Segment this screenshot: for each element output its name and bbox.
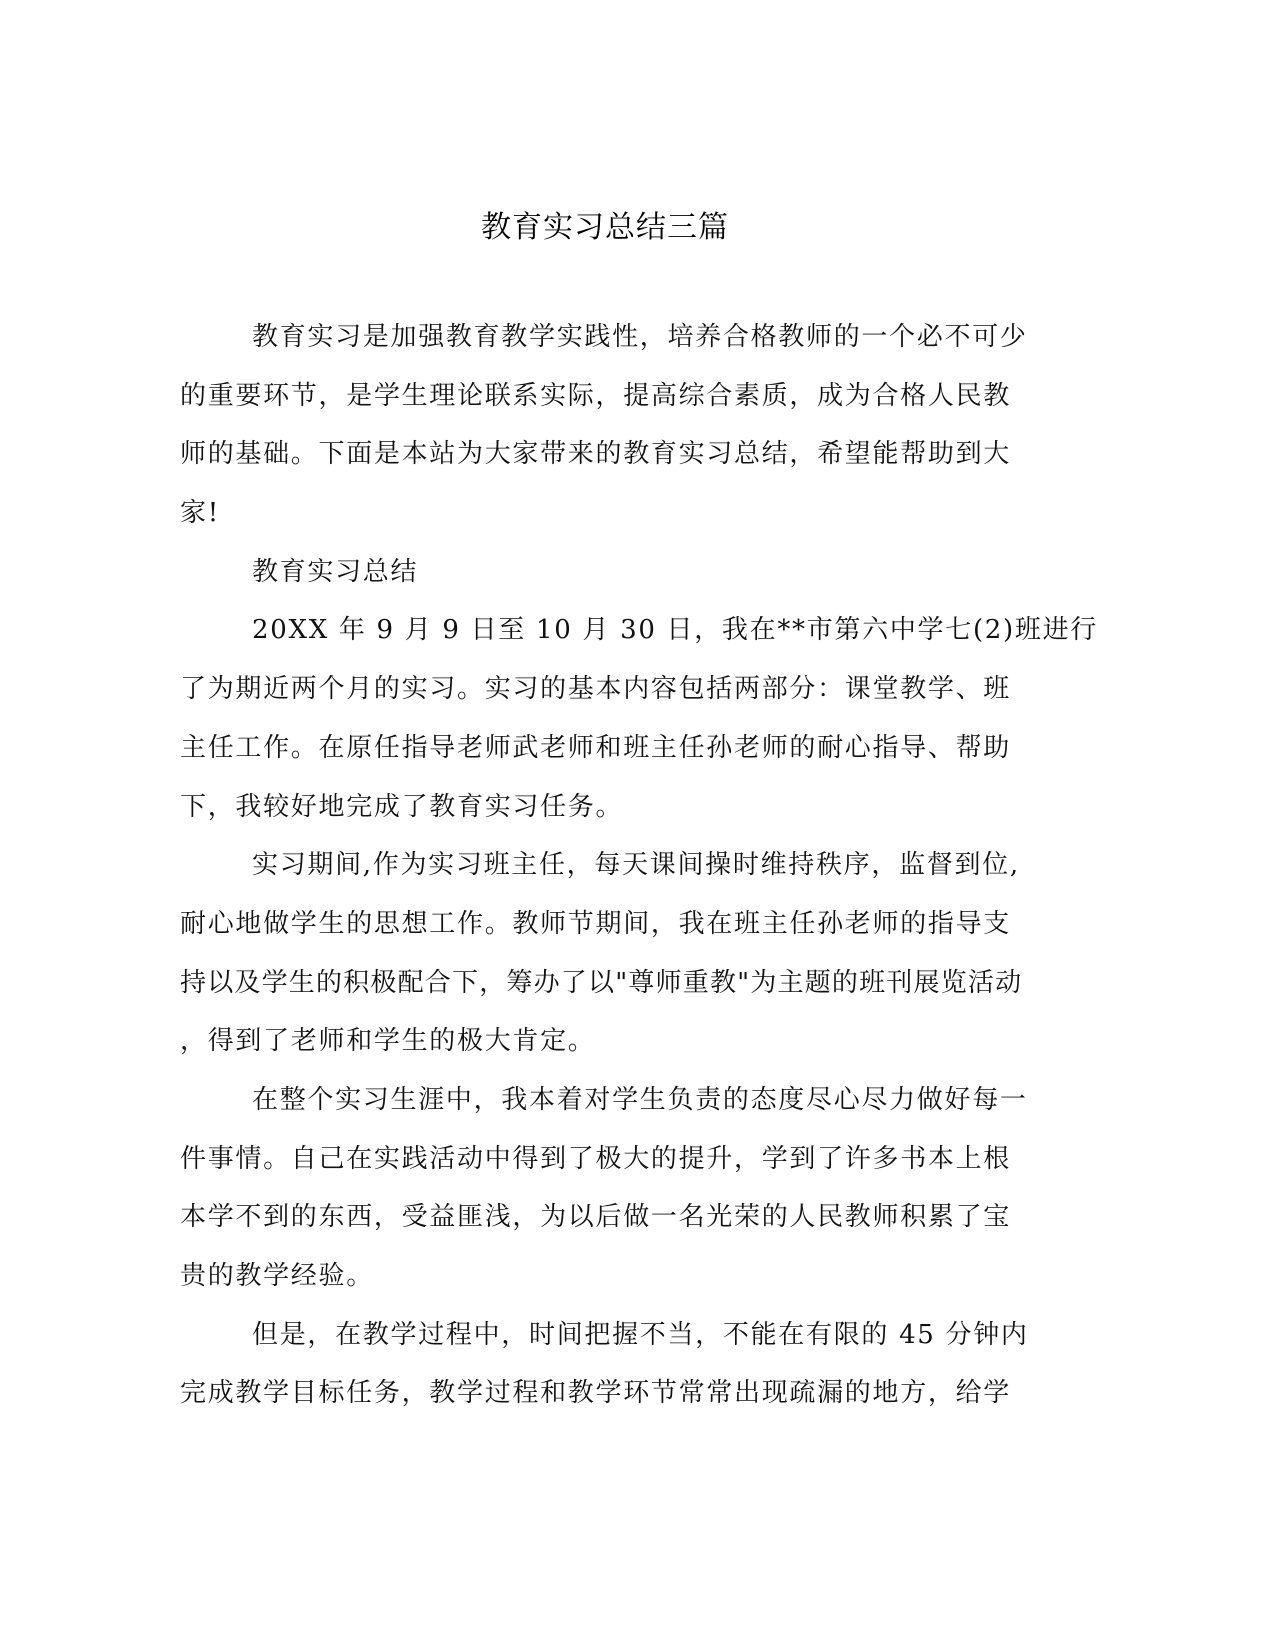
text-line: 主任工作。在原任指导老师武老师和班主任孙老师的耐心指导、帮助 [180,732,1012,763]
text-line: 本学不到的东西，受益匪浅，为以后做一名光荣的人民教师积累了宝 [180,1202,1012,1233]
text-line: 师的基础。下面是本站为大家带来的教育实习总结，希望能帮助到大 [180,439,1012,470]
text-line: 了为期近两个月的实习。实习的基本内容包括两部分：课堂教学、班 [180,674,1012,705]
text-line: 在整个实习生涯中，我本着对学生负责的态度尽心尽力做好每一 [252,1084,1028,1115]
text-line: 贵的教学经验。 [180,1261,374,1291]
document-title: 教育实习总结三篇 [481,210,729,245]
text-line: 件事情。自己在实践活动中得到了极大的提升，学到了许多书本上根 [180,1143,1012,1174]
text-line: 20XX 年 9 月 9 日至 10 月 30 日，我在**市第六中学七(2)班进行 [252,615,1098,646]
text-line: 但是，在教学过程中，时间把握不当，不能在有限的 45 分钟内 [252,1319,1029,1350]
text-line: 教育实习是加强教育教学实践性，培养合格教师的一个必不可少 [252,322,1028,352]
text-line: 持以及学生的积极配合下，筹办了以"尊师重教"为主题的班刊展览活动 [180,967,1023,998]
text-line: 下，我较好地完成了教育实习任务。 [180,791,624,822]
text-line: 完成教学目标任务，教学过程和教学环节常常出现疏漏的地方，给学 [180,1378,1012,1409]
text-line: ，得到了老师和学生的极大肯定。 [180,1026,596,1057]
text-line: 耐心地做学生的思想工作。教师节期间，我在班主任孙老师的指导支 [180,908,1012,939]
text-line: 家! [180,498,220,529]
text-line: 教育实习总结 [252,556,419,587]
text-line: 实习期间,作为实习班主任，每天课间操时维持秩序，监督到位, [252,850,1020,881]
document-body [180,318,1098,1433]
text-line: 的重要环节，是学生理论联系实际，提高综合素质，成为合格人民教 [180,380,1012,411]
